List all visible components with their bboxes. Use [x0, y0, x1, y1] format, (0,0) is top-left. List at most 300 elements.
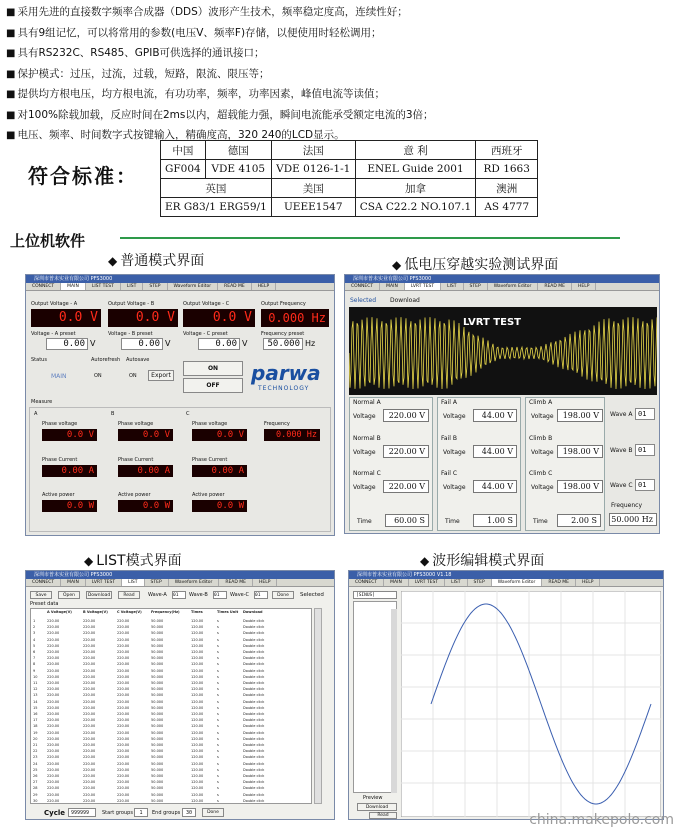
table-cell[interactable]: Double click — [243, 650, 265, 654]
table-cell[interactable]: Double click — [243, 736, 265, 741]
table-cell[interactable]: Double click — [243, 625, 265, 630]
output-frequency-label: Output Frequency — [261, 301, 306, 307]
tab-step[interactable]: STEP — [464, 283, 488, 290]
table-cell: 220.00 — [47, 755, 60, 760]
normal-a-label: Normal A — [353, 399, 381, 406]
wave-b-label: Wave B — [610, 447, 633, 454]
table-cell[interactable]: Double click — [243, 798, 265, 803]
start-groups-input[interactable]: 1 — [134, 808, 148, 817]
table-cell: 1 — [33, 619, 36, 623]
table-cell: s — [217, 699, 219, 704]
fail-time-input[interactable]: 1.00 S — [473, 514, 517, 527]
normal-b-voltage-input[interactable]: 220.00 V — [383, 445, 429, 458]
phase-c-label: C — [186, 411, 190, 417]
lvrt-chart-title: LVRT TEST — [463, 317, 521, 328]
end-groups-input[interactable]: 30 — [182, 808, 196, 817]
done-button[interactable]: Done — [272, 591, 294, 599]
tab-step[interactable]: STEP — [468, 579, 492, 586]
table-cell: 6 — [33, 650, 36, 654]
table-cell: 50.000 — [151, 761, 164, 766]
tab-read-me[interactable]: READ ME — [542, 579, 576, 586]
table-cell: s — [217, 693, 219, 698]
table-cell: s — [217, 712, 219, 716]
preset-c-input[interactable]: 0.00 — [198, 338, 240, 350]
table-header-cell: A Voltage(V) — [47, 610, 72, 614]
table-cell: 120.00 — [191, 761, 204, 766]
table-cell: 220.00 — [47, 730, 60, 735]
table-cell: 220.00 — [83, 699, 96, 704]
waveform-plot — [401, 591, 661, 817]
tab-main[interactable]: MAIN — [380, 283, 405, 290]
table-cell: 220.00 — [83, 687, 96, 692]
tab-step[interactable]: STEP — [143, 283, 167, 290]
phase-voltage-a-label: Phase voltage — [42, 421, 78, 427]
table-cell: 220.00 — [117, 693, 130, 698]
table-cell[interactable]: Double click — [243, 656, 265, 661]
table-cell: 220.00 — [83, 798, 96, 803]
measure-label: Measure — [31, 399, 53, 405]
table-cell: 120.00 — [191, 699, 204, 704]
point-list-scrollbar[interactable] — [391, 609, 397, 793]
output-voltage-c-label: Output Voltage - C — [183, 301, 230, 307]
table-cell: 25 — [33, 767, 38, 772]
preset-a-unit: V — [90, 339, 96, 348]
read-button[interactable]: Read — [118, 591, 140, 599]
standard-code-cell: ENEL Guide 2001 — [355, 160, 475, 179]
table-cell: s — [217, 625, 219, 630]
caption-normal-mode: ◆ 普通模式界面 — [108, 250, 204, 270]
table-cell[interactable]: Double click — [243, 761, 265, 766]
table-cell: 22 — [33, 749, 38, 754]
waveform-select[interactable]: [SINUS] — [353, 591, 397, 599]
normal-mode-window — [25, 274, 335, 536]
table-cell: 120.00 — [191, 637, 204, 642]
feature-item: ■ 具有RS232C、RS485、GPIB可供选择的通讯接口； — [6, 43, 676, 64]
table-cell[interactable]: Double click — [243, 767, 265, 772]
table-cell: 220.00 — [83, 724, 96, 729]
table-cell: 220.00 — [117, 743, 130, 747]
table-cell: 50.000 — [151, 724, 164, 729]
table-cell[interactable]: Double click — [243, 643, 265, 648]
climb-a-voltage-label: Voltage — [531, 413, 554, 420]
tab-help[interactable]: HELP — [572, 283, 596, 290]
fail-b-voltage-label: Voltage — [443, 449, 466, 456]
caption-wave-mode: ◆ 波形编辑模式界面 — [420, 550, 544, 570]
table-cell[interactable]: Double click — [243, 687, 265, 692]
tab-read-me[interactable]: READ ME — [219, 579, 253, 586]
table-cell: 220.00 — [47, 674, 60, 679]
table-cell: 220.00 — [83, 631, 96, 636]
export-button[interactable]: Export — [148, 370, 174, 381]
table-cell: 220.00 — [47, 767, 60, 772]
tab-bar — [26, 579, 334, 587]
wave-a-select[interactable]: 01 — [172, 591, 186, 599]
table-cell: 220.00 — [47, 705, 60, 710]
table-cell: 220.00 — [83, 736, 96, 741]
table-cell: 220.00 — [83, 774, 96, 778]
selected-checkbox[interactable]: Selected — [350, 297, 377, 304]
table-cell[interactable]: Double click — [243, 780, 265, 785]
table-cell: 220.00 — [47, 774, 60, 778]
table-cell: 220.00 — [83, 619, 96, 623]
table-cell: 120.00 — [191, 792, 204, 797]
frequency-measure-label: Frequency — [264, 421, 290, 427]
table-cell[interactable]: Double click — [243, 774, 265, 778]
table-cell[interactable]: Double click — [243, 631, 265, 636]
table-cell[interactable]: Double click — [243, 681, 265, 685]
tab-lvrt-test[interactable]: LVRT TEST — [409, 579, 445, 586]
company-logo-sub: TECHNOLOGY — [258, 385, 310, 392]
table-cell[interactable]: Double click — [243, 755, 265, 760]
climb-c-voltage-input[interactable]: 198.00 V — [557, 480, 603, 493]
table-cell: 50.000 — [151, 687, 164, 692]
table-cell: 220.00 — [47, 650, 60, 654]
fail-a-label: Fail A — [441, 399, 457, 406]
table-cell: 220.00 — [83, 674, 96, 679]
read-button[interactable]: Read — [369, 812, 397, 819]
fail-c-voltage-label: Voltage — [443, 484, 466, 491]
autorefresh-toggle[interactable]: ON — [94, 373, 102, 379]
phase-current-b-display: 0.00 A — [118, 465, 173, 477]
preset-b-unit: V — [165, 339, 171, 348]
frequency-measure-display: 0.000 Hz — [264, 429, 320, 441]
table-cell: 220.00 — [117, 724, 130, 729]
preset-frequency-unit: Hz — [305, 339, 316, 348]
table-cell: 220.00 — [47, 792, 60, 797]
table-cell: 5 — [33, 643, 36, 648]
table-cell: 120.00 — [191, 643, 204, 648]
download-button[interactable]: Download — [357, 803, 397, 811]
table-cell: 50.000 — [151, 625, 164, 630]
table-cell[interactable]: Double click — [243, 730, 265, 735]
fail-c-voltage-input[interactable]: 44.00 V — [473, 480, 517, 493]
table-cell: 220.00 — [117, 625, 130, 630]
preset-c-unit: V — [242, 339, 248, 348]
table-cell: 29 — [33, 792, 38, 797]
phase-voltage-c-label: Phase voltage — [192, 421, 228, 427]
tab-lvrt-test[interactable]: LIST TEST — [86, 283, 121, 290]
feature-item: ■ 对100%除载加载，反应时间在2ms以内，超载能力强，瞬间电流能承受额定电流的3倍； — [6, 105, 676, 126]
active-power-c-label: Active power — [192, 492, 225, 498]
table-cell: 220.00 — [47, 749, 60, 754]
table-header-cell: Times — [191, 610, 203, 614]
normal-c-voltage-label: Voltage — [353, 484, 376, 491]
table-cell: 50.000 — [151, 674, 164, 679]
table-cell[interactable]: Double click — [243, 668, 265, 673]
standards-table — [160, 140, 538, 217]
table-cell[interactable]: Double click — [243, 743, 265, 747]
table-cell: 220.00 — [83, 656, 96, 661]
download-button[interactable]: Download — [87, 593, 111, 598]
table-cell: 120.00 — [191, 724, 204, 729]
tab-lvrt-test[interactable]: LVRT TEST — [86, 579, 122, 586]
table-cell: s — [217, 656, 219, 661]
feature-item: ■ 提供均方根电压，均方根电流，有功功率，频率，功率因素，峰值电流等读值； — [6, 84, 676, 105]
frequency-input[interactable]: 50.000 Hz — [609, 513, 657, 526]
preset-b-input[interactable]: 0.00 — [121, 338, 163, 350]
start-groups-label: Start groups — [102, 810, 133, 816]
tab-help[interactable]: HELP — [576, 579, 600, 586]
tab-waveform-editor[interactable]: Waveform Editor — [488, 283, 539, 290]
climb-b-label: Climb B — [529, 435, 553, 442]
output-frequency-display: 0.000 Hz — [261, 309, 329, 327]
table-cell: s — [217, 755, 219, 760]
frequency-label: Frequency — [611, 502, 642, 509]
wave-b-label: Wave-B — [189, 592, 208, 598]
table-cell: 220.00 — [83, 730, 96, 735]
watermark: china.makepolo.com — [529, 812, 674, 828]
table-cell: 220.00 — [83, 761, 96, 766]
table-cell: 50.000 — [151, 786, 164, 791]
table-cell: 220.00 — [47, 631, 60, 636]
preset-b-label: Voltage - B preset — [108, 331, 153, 337]
wave-b-select[interactable]: 01 — [213, 591, 227, 599]
table-cell[interactable]: Double click — [243, 792, 265, 797]
country-cell: 西班牙 — [476, 141, 538, 160]
autosave-toggle[interactable]: ON — [129, 373, 137, 379]
tab-waveform-editor[interactable]: Waveform Editor — [492, 579, 543, 586]
table-cell: 28 — [33, 786, 38, 791]
table-cell: s — [217, 705, 219, 710]
table-cell: 220.00 — [117, 668, 130, 673]
table-cell: 120.00 — [191, 767, 204, 772]
table-cell: 220.00 — [83, 668, 96, 673]
table-cell: 220.00 — [83, 792, 96, 797]
active-power-a-label: Active power — [42, 492, 75, 498]
wave-a-select[interactable]: 01 — [635, 408, 655, 420]
phase-current-a-display: 0.00 A — [42, 465, 97, 477]
table-cell: 120.00 — [191, 718, 204, 723]
table-cell: 50.000 — [151, 681, 164, 685]
table-cell: 50.000 — [151, 693, 164, 698]
wave-c-select[interactable]: 01 — [254, 591, 268, 599]
done-groups-button[interactable]: Done — [202, 808, 224, 817]
phase-voltage-a-display: 0.0 V — [42, 429, 97, 441]
cycle-label: Cycle — [44, 809, 65, 817]
climb-time-input[interactable]: 2.00 S — [557, 514, 601, 527]
table-cell: 50.000 — [151, 699, 164, 704]
tab-list[interactable]: LIST — [122, 579, 144, 586]
table-cell: 220.00 — [83, 650, 96, 654]
on-button[interactable]: ON — [183, 361, 243, 376]
table-cell: 120.00 — [191, 693, 204, 698]
preset-frequency-input[interactable]: 50.000 — [263, 338, 303, 350]
caption-list-mode: ◆ LIST模式界面 — [84, 550, 182, 570]
fail-b-label: Fail B — [441, 435, 457, 442]
output-voltage-b-label: Output Voltage - B — [108, 301, 155, 307]
tab-waveform-editor[interactable]: Waveform Editor — [169, 579, 220, 586]
table-cell[interactable]: Double click — [243, 699, 265, 704]
table-cell: 220.00 — [83, 780, 96, 785]
table-cell[interactable]: Double click — [243, 693, 265, 698]
tab-main[interactable]: MAIN — [61, 579, 86, 586]
table-cell: s — [217, 668, 219, 673]
tab-main[interactable]: MAIN — [61, 283, 86, 290]
table-cell: 220.00 — [117, 643, 130, 648]
tab-main[interactable]: MAIN — [384, 579, 409, 586]
table-cell: 120.00 — [191, 674, 204, 679]
off-button[interactable]: OFF — [183, 378, 243, 393]
normal-a-voltage-input[interactable]: 220.00 V — [383, 409, 429, 422]
table-cell: 220.00 — [83, 755, 96, 760]
standard-code-cell: ER G83/1 ERG59/1 — [161, 198, 272, 217]
standard-code-cell: GF004 — [161, 160, 206, 179]
country-cell: 中国 — [161, 141, 206, 160]
country-cell: 法国 — [271, 141, 355, 160]
fail-time-label: Time — [445, 518, 460, 525]
tab-connect[interactable]: CONNECT — [26, 283, 61, 290]
tab-bar — [349, 579, 663, 587]
table-cell: 220.00 — [117, 755, 130, 760]
wave-b-select[interactable]: 01 — [635, 444, 655, 456]
table-cell: 120.00 — [191, 656, 204, 661]
table-scrollbar[interactable] — [314, 608, 322, 804]
fail-b-voltage-input[interactable]: 44.00 V — [473, 445, 517, 458]
table-cell[interactable]: Double click — [243, 674, 265, 679]
tab-help[interactable]: HELP — [252, 283, 276, 290]
table-cell[interactable]: Double click — [243, 712, 265, 716]
table-cell: s — [217, 736, 219, 741]
fail-c-label: Fail C — [441, 470, 458, 477]
table-cell[interactable]: Double click — [243, 718, 265, 723]
table-cell: 120.00 — [191, 798, 204, 803]
tab-list[interactable]: LIST — [121, 283, 143, 290]
normal-b-voltage-label: Voltage — [353, 449, 376, 456]
standard-code-cell: VDE 4105 — [205, 160, 271, 179]
table-cell: 120.00 — [191, 786, 204, 791]
output-voltage-a-display: 0.0 V — [31, 309, 101, 327]
wave-c-select[interactable]: 01 — [635, 479, 655, 491]
tab-connect[interactable]: CONNECT — [345, 283, 380, 290]
tab-read-me[interactable]: READ ME — [218, 283, 252, 290]
preset-a-label: Voltage - A preset — [31, 331, 76, 337]
table-cell: s — [217, 674, 219, 679]
tab-connect[interactable]: CONNECT — [26, 579, 61, 586]
phase-current-b-label: Phase Current — [118, 457, 154, 463]
table-cell: 220.00 — [47, 656, 60, 661]
table-cell: 120.00 — [191, 712, 204, 716]
table-cell[interactable]: Double click — [243, 662, 265, 667]
table-cell: 120.00 — [191, 631, 204, 636]
window-title: 深圳市普未实业有限公司 PFS3000 — [345, 275, 659, 283]
table-cell: 220.00 — [47, 712, 60, 716]
save-button[interactable]: Save — [30, 591, 52, 599]
table-cell: 120.00 — [191, 619, 204, 623]
window-title: 深圳市普未实业有限公司 PFS3000 — [26, 571, 334, 579]
table-cell: 50.000 — [151, 705, 164, 710]
table-cell: 50.000 — [151, 637, 164, 642]
table-cell: 220.00 — [117, 798, 130, 803]
table-cell: 220.00 — [117, 619, 130, 623]
table-cell[interactable]: Double click — [243, 705, 265, 710]
selected-checkbox[interactable]: Selected — [300, 592, 324, 598]
table-cell: 220.00 — [47, 736, 60, 741]
table-cell: 21 — [33, 743, 38, 747]
table-cell[interactable]: Double click — [243, 637, 265, 642]
table-cell: s — [217, 718, 219, 723]
phase-a-label: A — [34, 411, 38, 417]
table-header-cell: Download — [243, 610, 263, 614]
table-cell: 8 — [33, 662, 36, 667]
tab-list[interactable]: LIST — [445, 579, 467, 586]
tab-help[interactable]: HELP — [253, 579, 277, 586]
climb-b-voltage-label: Voltage — [531, 449, 554, 456]
tab-step[interactable]: STEP — [145, 579, 169, 586]
preset-a-input[interactable]: 0.00 — [46, 338, 88, 350]
lvrt-mode-window — [344, 274, 660, 534]
table-cell[interactable]: Double click — [243, 786, 265, 791]
table-cell[interactable]: Double click — [243, 724, 265, 729]
output-voltage-a-label: Output Voltage - A — [31, 301, 78, 307]
end-groups-label: End groups — [152, 810, 181, 816]
table-cell: 26 — [33, 774, 38, 778]
table-cell: 30 — [33, 798, 38, 803]
table-cell[interactable]: Double click — [243, 749, 265, 754]
table-cell: 13 — [33, 693, 38, 698]
tab-read-me[interactable]: READ ME — [538, 283, 572, 290]
table-cell: 120.00 — [191, 755, 204, 760]
table-cell: 3 — [33, 631, 36, 636]
preset-c-label: Voltage - C preset — [183, 331, 228, 337]
normal-b-label: Normal B — [353, 435, 381, 442]
climb-b-voltage-input[interactable]: 198.00 V — [557, 445, 603, 458]
table-cell: 220.00 — [47, 798, 60, 803]
window-title: 深圳市普未实业有限公司 PFS3000 V1.18 — [349, 571, 663, 579]
table-cell: 220.00 — [47, 687, 60, 692]
table-cell: 18 — [33, 724, 38, 729]
tab-lvrt-test[interactable]: LVRT TEST — [405, 283, 441, 290]
climb-a-voltage-input[interactable]: 198.00 V — [557, 409, 603, 422]
table-cell: 17 — [33, 718, 38, 723]
normal-c-voltage-input[interactable]: 220.00 V — [383, 480, 429, 493]
phase-current-a-label: Phase Current — [42, 457, 78, 463]
table-cell[interactable]: Double click — [243, 619, 265, 623]
table-cell: 50.000 — [151, 792, 164, 797]
fail-a-voltage-input[interactable]: 44.00 V — [473, 409, 517, 422]
table-cell: s — [217, 743, 219, 747]
preset-data-table — [30, 608, 312, 804]
wave-c-label: Wave C — [610, 482, 633, 489]
active-power-b-display: 0.0 W — [118, 500, 173, 512]
table-cell: 120.00 — [191, 625, 204, 630]
country-cell: 加拿 — [355, 179, 475, 198]
normal-time-input[interactable]: 60.00 S — [385, 514, 429, 527]
table-cell: 50.000 — [151, 643, 164, 648]
tab-connect[interactable]: CONNECT — [349, 579, 384, 586]
table-cell: 120.00 — [191, 749, 204, 754]
tab-list[interactable]: LIST — [441, 283, 463, 290]
tab-waveform-editor[interactable]: Waveform Editor — [168, 283, 219, 290]
preset-frequency-label: Frequency preset — [261, 331, 305, 337]
table-cell: 220.00 — [117, 786, 130, 791]
table-header-cell: Frequency(Hz) — [151, 610, 180, 614]
table-cell: 50.000 — [151, 755, 164, 760]
table-cell: 50.000 — [151, 730, 164, 735]
table-cell: s — [217, 749, 219, 754]
table-cell: 220.00 — [117, 674, 130, 679]
open-button[interactable]: Open — [58, 591, 80, 599]
country-cell: 德国 — [205, 141, 271, 160]
download-button[interactable]: Download — [390, 297, 420, 304]
table-cell: s — [217, 637, 219, 642]
cycle-input[interactable]: 999999 — [68, 808, 96, 817]
table-cell: s — [217, 792, 219, 797]
table-cell: 14 — [33, 699, 38, 704]
phase-current-c-display: 0.00 A — [192, 465, 247, 477]
climb-c-voltage-label: Voltage — [531, 484, 554, 491]
feature-item: ■ 保护模式：过压，过流，过载，短路，限流、限压等； — [6, 64, 676, 85]
table-cell: s — [217, 631, 219, 636]
